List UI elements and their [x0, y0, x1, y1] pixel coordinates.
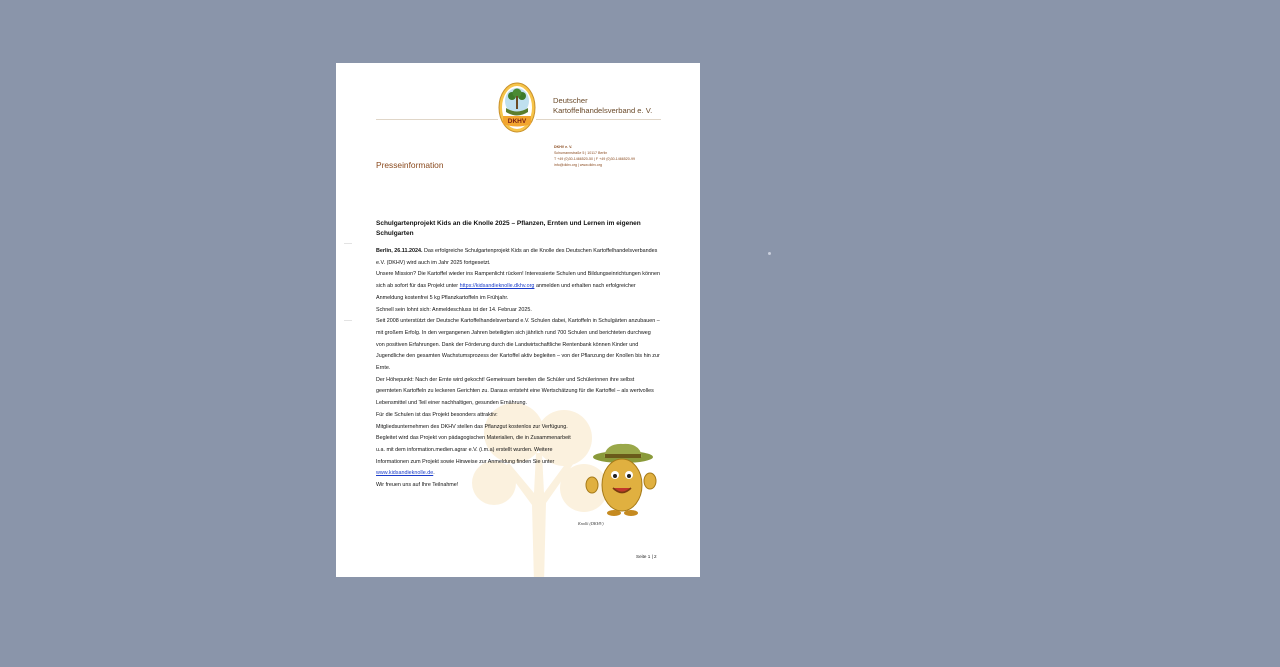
paragraph-4: Seit 2008 unterstützt der Deutsche Kartoffelhandelsverband e.V. Schulen dabei, Kartoffeln in Schulgärten anzubauen – mit großem Erfolg. In den vergangenen Jahren beteiligten sich jährlich rund 700 Schulen und berichteten durchweg von positiven Erfahrungen. Dank der Förderung durch die Landwirtschaftliche Rentenbank können Kinder und Jugendliche den gesamten Wachstumsprozess der Kartoffel aktiv begleiten – von der Pflanzung der Knollen bis hin zur Ernte. — [376, 318, 660, 372]
paragraph-6: Für die Schulen ist das Projekt besonders attraktiv: — [376, 411, 498, 418]
margin-mark — [344, 243, 352, 244]
address-line-web: info@dkhv.org | www.dkhv.org — [554, 163, 602, 167]
paragraph-5: Der Höhepunkt: Nach der Ernte wird gekocht! Gemeinsam bereiten die Schüler und Schülerinnen ihre selbst geernteten Kartoffeln zu leckeren Gerichten zu. Daraus entsteht eine Wertschätzung für die Kartoffel – als wertvolles Lebensmittel und Teil einer nachhaltigen, gesunden Ernährung. — [376, 376, 654, 407]
registration-link[interactable]: https://kidsandieknolle.dkhv.org — [459, 283, 535, 290]
article-title: Schulgartenprojekt Kids an die Knolle 2025 – Pflanzen, Ernten und Lernen im eigenen Schulgarten — [376, 220, 641, 237]
address-line-org: DKHV e. V. — [554, 145, 573, 149]
page-number: Seite 1 | 2 — [636, 554, 657, 559]
address-line-street: Schumannstraße 5 | 10117 Berlin — [554, 151, 608, 155]
dkhv-logo — [498, 82, 536, 133]
address-line-phone: T +49 (0)30-1466520-50 | F +49 (0)30-1466520-99 — [554, 157, 635, 161]
document-page — [336, 63, 700, 577]
paragraph-2-text: Unsere Mission? Die Kartoffel wieder ins Rampenlicht rücken! Interessierte Schulen und Bildungseinrichtungen können sich ab sofort für das Projekt unter — [376, 271, 660, 290]
mascot-caption: Knolli (DKHV) — [578, 521, 604, 526]
viewer-dot — [768, 252, 771, 255]
logo-text: DKHV — [507, 118, 527, 125]
website-link[interactable]: www.kidsandieknolle.de — [376, 470, 434, 477]
paragraph-8: Wir freuen uns auf Ihre Teilnahme! — [376, 482, 459, 489]
header-rule — [376, 119, 498, 120]
paragraph-3: Schnell sein lohnt sich: Anmeldeschluss ist der 14. Februar 2025. — [376, 306, 532, 313]
paragraph-1 — [376, 246, 660, 269]
paragraph-7-after: . — [433, 470, 435, 477]
paragraph-2-after: anmelden und erhalten nach erfolgreicher Anmeldung kostenfrei 5 kg Pflanzkartoffeln im Frühjahr. — [376, 283, 636, 301]
paragraph-7-text: Mitgliedsunternehmen des DKHV stellen das Pflanzgut kostenlos zur Verfügung. Begleitet wird das Projekt von pädagogischen Materialien, die in Zusammenarbeit u.a. mit dem information.medien.agrar e.V. (i.m.a) erstellt wurden. Weitere Informationen zum Projekt sowie Hinweise zur Anmeldung finden Sie unter — [376, 423, 571, 465]
header-rule-right — [536, 119, 661, 120]
paragraph-2 — [376, 269, 660, 304]
potato-mascot-image — [584, 443, 658, 519]
paragraph-1-text: Das erfolgreiche Schulgartenprojekt Kids an die Knolle des Deutschen Kartoffelhandelsverbandes e.V. (DKHV) wird auch im Jahr 2025 fortgesetzt. — [376, 248, 658, 266]
margin-mark — [344, 320, 352, 321]
dateline: Berlin, 26.11.2024. — [376, 248, 423, 254]
paragraph-7 — [376, 422, 576, 481]
address-block — [554, 144, 635, 168]
press-label: Presseinformation — [376, 160, 444, 170]
org-name: Deutscher Kartoffelhandelsverband e. V. — [553, 96, 653, 115]
